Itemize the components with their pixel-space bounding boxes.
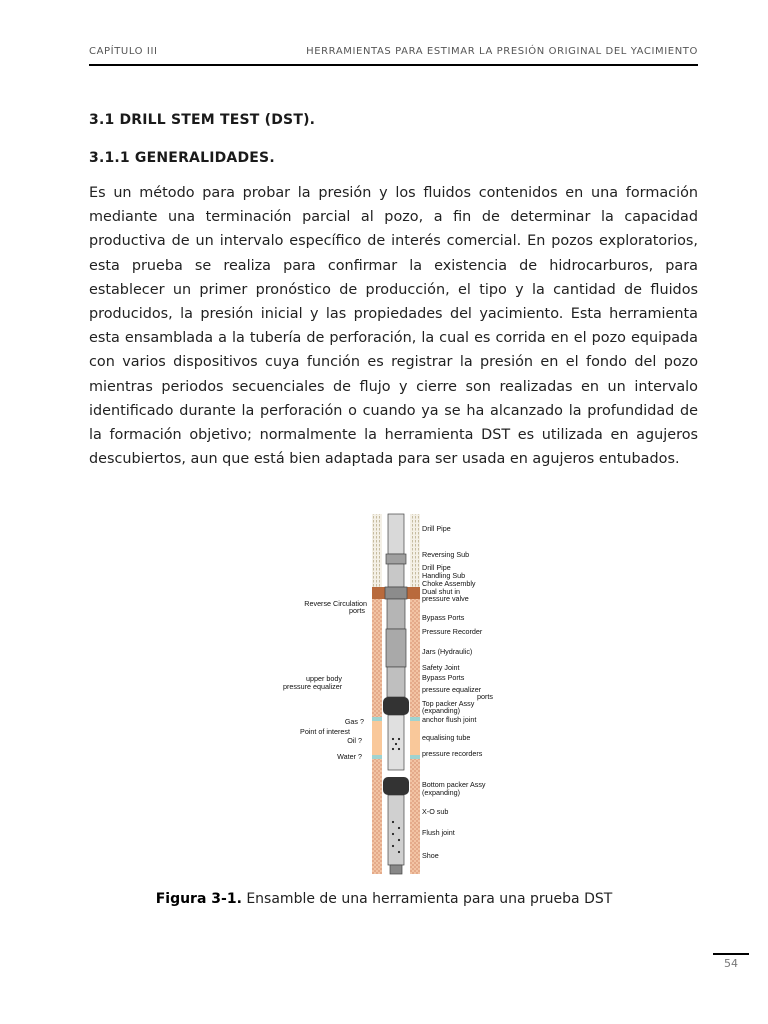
label-reversing-sub: Reversing Sub <box>422 550 470 559</box>
label-choke-assembly: Choke Assembly <box>422 579 476 588</box>
label-gas: Gas ? <box>344 717 364 726</box>
label-flush-joint: Flush joint <box>422 828 455 837</box>
label-reverse-circulation: Reverse Circulation <box>304 599 367 608</box>
label-handling-sub: Handling Sub <box>422 571 466 580</box>
header-chapter: CAPÍTULO III <box>89 46 158 57</box>
label-ports: ports <box>477 692 493 701</box>
subsection-title: 3.1.1 GENERALIDADES. <box>89 150 275 166</box>
caption-label: Figura 3-1. <box>155 891 242 907</box>
label-water: Water ? <box>337 752 362 761</box>
label-top-packer-expanding: (expanding) <box>422 706 460 715</box>
label-upper-body: upper body <box>306 674 342 683</box>
body-paragraph: Es un método para probar la presión y los fluidos contenidos en una formación mediante una terminación parcial al pozo, a fin de determinar la capacidad productiva de un intervalo específico de interés comercial. En pozos exploratorios, esta prueba se realiza para confirmar la existencia de hidrocarburos, para establecer un primer pronóstico de producción, el tipo y la cantidad de fluidos producidos, la presión inicial y las propiedades del yacimiento. Esta herramienta esta ensamblada a la tubería de perforación, la cual es corrida en el pozo equipada con varios dispositivos cuya función es registrar la presión en el fondo del pozo mientras periodos secuenciales de flujo y cierre son realizadas en un intervalo identificado durante la perforación o cuando ya se ha alcanzado la profundidad de la formación objetivo; normalmente la herramienta DST es utilizada en agujeros descubiertos, aun que está bien adaptada para ser usada en agujeros entubados. <box>89 185 698 468</box>
running-header <box>89 44 698 66</box>
label-pressure-recorders: pressure recorders <box>422 749 483 758</box>
label-bypass-ports-2: Bypass Ports <box>422 673 465 682</box>
label-pressure-equalizer: pressure equalizer <box>422 685 482 694</box>
label-drill-pipe-2: Drill Pipe <box>422 563 451 572</box>
label-safety-joint: Safety Joint <box>422 663 460 672</box>
label-bottom-packer: Bottom packer Assy <box>422 780 486 789</box>
right-labels <box>422 524 493 860</box>
label-shoe: Shoe <box>422 851 439 860</box>
page-number: 54 <box>724 957 738 970</box>
section-title: 3.1 DRILL STEM TEST (DST). <box>89 112 316 128</box>
dst-tool-figure <box>276 512 512 876</box>
label-reverse-circulation-ports: ports <box>349 606 365 615</box>
left-labels <box>283 599 367 761</box>
label-top-packer: Top packer Assy <box>422 699 475 708</box>
label-oil: Oil ? <box>347 736 362 745</box>
bottom-packer <box>383 777 409 795</box>
label-dual-shut-in: Dual shut in <box>422 587 460 596</box>
label-anchor-flush-joint: anchor flush joint <box>422 715 477 724</box>
label-xo-sub: X-O sub <box>422 807 449 816</box>
caption-text: Ensamble de una herramienta para una prueba DST <box>241 891 613 907</box>
label-drill-pipe: Drill Pipe <box>422 524 451 533</box>
label-upper-body-equalizer: pressure equalizer <box>283 682 343 691</box>
label-jars: Jars (Hydraulic) <box>422 647 473 656</box>
label-pressure-recorder: Pressure Recorder <box>422 627 483 636</box>
figure-caption <box>0 891 768 907</box>
label-bypass-ports: Bypass Ports <box>422 613 465 622</box>
label-pressure-valve: pressure valve <box>422 594 469 603</box>
tool-string <box>385 514 407 874</box>
label-point-of-interest: Point of interest <box>300 727 350 736</box>
label-equalising-tube: equalising tube <box>422 733 471 742</box>
top-packer <box>383 697 409 715</box>
page-number-rule <box>713 953 749 955</box>
label-bottom-packer-expanding: (expanding) <box>422 788 460 797</box>
header-title: HERRAMIENTAS PARA ESTIMAR LA PRESIÓN ORIGINAL DEL YACIMIENTO <box>306 46 698 57</box>
